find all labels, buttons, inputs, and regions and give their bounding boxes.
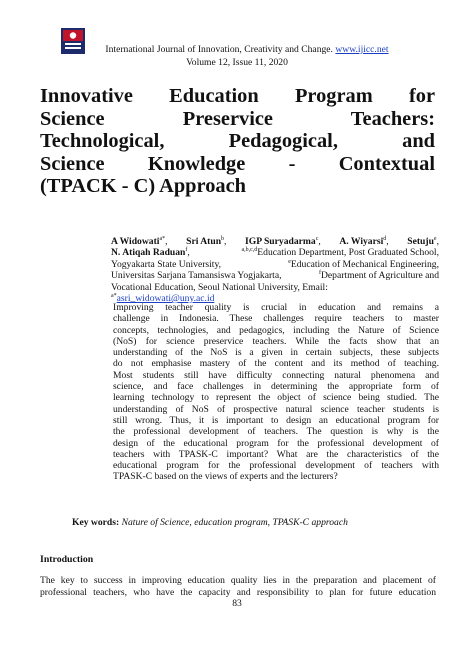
abstract-line: understanding of NoS of prospective natural science teacher students is [113,403,439,415]
abstract-line: learning technology to represent the object of science being studied. The [113,392,439,404]
abstract-line: design of the educational program for the professional development of [113,437,439,449]
author-mark: e [433,235,437,242]
author-block [111,236,439,304]
author-name: A Widowati [111,236,160,247]
affiliation-mark: a,b,c,d [241,247,258,254]
abstract-line: (NoS) for science preservice teachers. While the facts show that an [113,335,439,347]
text-line [40,575,436,587]
keywords-label: Key words: [72,517,120,528]
author-mark: a* [159,235,166,242]
affiliation-text: Department of Agriculture and [320,270,439,282]
abstract-line: science, and face challenges in determining the appropriate form of [113,381,439,393]
title-line [40,85,435,108]
title-line-text: (TPACK - C) Approach [40,175,246,198]
section-heading-introduction: Introduction [40,554,94,565]
author-line [111,282,439,293]
keywords [72,517,348,528]
title-line [40,108,435,131]
title-line-text: Science Knowledge - Contextual [40,152,435,175]
abstract-line: do not emphasise mastery of the content and its method of teaching. [113,358,439,370]
keywords-text: Nature of Science, education program, TPASK-C approach [121,517,348,528]
email-mark: a* [111,292,117,299]
author-mark: b [221,235,225,242]
affiliation-text: Education of Mechanical Engineering, [290,258,439,270]
author-name: A. Wiyarsi [339,236,384,247]
introduction-paragraph [40,575,436,599]
abstract-line: still wrong. Thus, it is important to design an educational program for [113,414,439,426]
text-line-content: professional teachers, who have the capacity and responsibility to plan for future education [40,587,436,598]
abstract-line: challenge in Indonesia. These challenges require teachers to master [113,313,439,325]
author-mark: c [315,235,319,242]
abstract [113,302,439,483]
abstract-line: understanding of the NoS is a given in certain subjects, these subjects [113,347,439,359]
text-line-content: The key to success in improving education quality lies in the preparation and placement of [40,575,436,586]
abstract-line: teachers with TPASK-C important? What are the characteristics of the [113,448,439,460]
author-line: A Widowati$^{a*}$, Sri Atun$^b$, IGP Suryadarma$^c$, A. Wiyarsi$^d$, Setuju$^e$, [111,235,439,247]
author-name: Sri Atun [186,236,222,247]
abstract-line: concepts, technologies, and pedagogics, including the Nature of Science [113,324,439,336]
author-line: N. Atiqah Raduan$^f$, $^{a,b,c,d}$Education Department, Post Graduated School, [111,247,439,259]
author-name: IGP Suryadarma [245,236,316,247]
email-link[interactable]: asri_widowati@uny.ac.id [116,293,215,305]
title-line-text: Science Preservice Teachers: [40,107,435,130]
title-line-text: Technological, Pedagogical, and [40,130,435,153]
abstract-line: educational program for the professional development of teachers with [113,460,439,472]
affiliation-text: Education Department, Post Graduated School, [257,247,439,259]
author-name: N. Atiqah Raduan [111,247,186,259]
abstract-line: the professional development of teachers. The question is why is the [113,426,439,438]
journal-url-link[interactable]: www.ijicc.net [335,44,389,55]
author-line [111,270,439,281]
author-mark: f [185,247,188,254]
affiliation-text: Vocational Education, Seoul National University, Email: [111,281,328,293]
abstract-line: Most students still have difficulty connecting natural phenomena and [113,369,439,381]
affiliation-mark: f [318,270,321,277]
abstract-line: TPASK-C based on the views of experts and the lecturers? [113,471,338,483]
abstract-line: Improving teacher quality is crucial in education and remains a [113,302,439,313]
affiliation-mark: e [288,258,291,265]
affiliation-text: Yogyakarta State University, [111,258,222,270]
journal-volume: Volume 12, Issue 11, 2020 [186,57,288,68]
author-mark: d [383,235,387,242]
journal-header [0,44,474,56]
affiliation-text: Universitas Sarjana Tamansiswa Yogjakarta, [111,270,282,282]
author-line [111,259,439,270]
title-line [40,175,435,198]
author-name: Setuju [407,236,434,247]
title-line-text: Innovative Education Program for [40,85,435,107]
journal-name: International Journal of Innovation, Creativity and Change. [105,44,333,55]
page-number: 83 [232,598,242,609]
paper-title [40,85,435,198]
title-line [40,130,435,153]
title-line [40,153,435,176]
